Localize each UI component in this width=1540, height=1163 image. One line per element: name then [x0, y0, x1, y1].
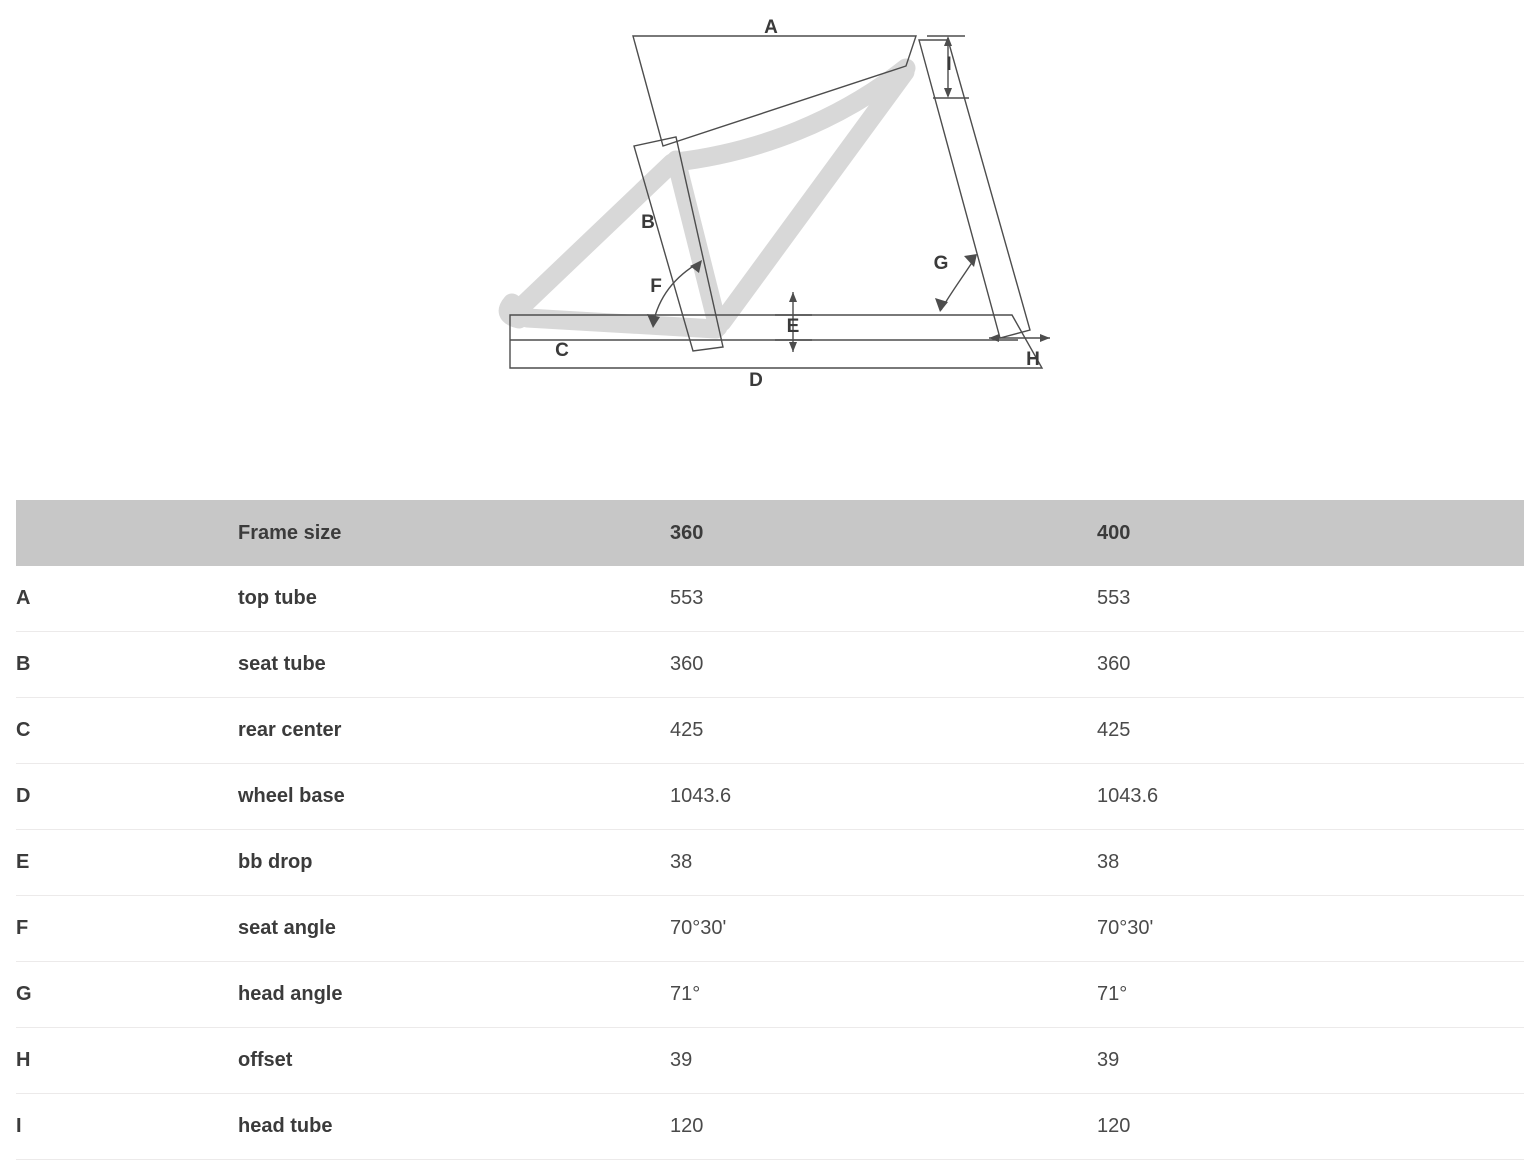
row-letter: F [16, 896, 226, 962]
row-value-360: 120 [670, 1094, 1097, 1160]
row-value-400: 38 [1097, 830, 1524, 896]
table-row [16, 566, 1524, 632]
row-letter: E [16, 830, 226, 896]
table-row [16, 764, 1524, 830]
geometry-table [16, 500, 1524, 1160]
frame-silhouette [508, 68, 906, 329]
row-letter: C [16, 698, 226, 764]
row-value-400: 553 [1097, 566, 1524, 632]
table-body [16, 566, 1524, 1160]
row-letter: D [16, 764, 226, 830]
diagram-label-i: I [946, 54, 952, 75]
diagram-label-a: A [764, 17, 778, 38]
row-value-400: 120 [1097, 1094, 1524, 1160]
row-value-360: 425 [670, 698, 1097, 764]
row-name: offset [226, 1028, 670, 1094]
row-letter: A [16, 566, 226, 632]
row-value-360: 38 [670, 830, 1097, 896]
row-name: seat tube [226, 632, 670, 698]
row-value-360: 71° [670, 962, 1097, 1028]
diagram-label-h: H [1026, 349, 1040, 370]
table-row [16, 830, 1524, 896]
row-value-400: 39 [1097, 1028, 1524, 1094]
table-row [16, 698, 1524, 764]
header-letter [16, 500, 226, 566]
table-row [16, 1094, 1524, 1160]
row-name: wheel base [226, 764, 670, 830]
table-row [16, 896, 1524, 962]
row-value-360: 39 [670, 1028, 1097, 1094]
row-value-360: 70°30' [670, 896, 1097, 962]
row-letter: H [16, 1028, 226, 1094]
header-size-400: 400 [1097, 500, 1524, 566]
table-row [16, 632, 1524, 698]
diagram-label-e: E [786, 316, 800, 337]
row-value-360: 1043.6 [670, 764, 1097, 830]
diagram-label-d: D [749, 370, 763, 391]
table-row [16, 962, 1524, 1028]
row-name: head tube [226, 1094, 670, 1160]
row-name: top tube [226, 566, 670, 632]
row-name: seat angle [226, 896, 670, 962]
header-frame-size: Frame size [226, 500, 670, 566]
row-letter: B [16, 632, 226, 698]
row-value-400: 1043.6 [1097, 764, 1524, 830]
row-value-360: 553 [670, 566, 1097, 632]
geometry-svg [0, 0, 1540, 470]
diagram-label-f: F [650, 276, 662, 297]
table-row [16, 1028, 1524, 1094]
row-name: bb drop [226, 830, 670, 896]
row-name: head angle [226, 962, 670, 1028]
row-value-360: 360 [670, 632, 1097, 698]
diagram-label-g: G [933, 253, 949, 274]
diagram-label-c: C [555, 340, 569, 361]
row-name: rear center [226, 698, 670, 764]
header-size-360: 360 [670, 500, 1097, 566]
frame-geometry-diagram [0, 0, 1540, 470]
row-value-400: 360 [1097, 632, 1524, 698]
table-header [16, 500, 1524, 566]
row-letter: G [16, 962, 226, 1028]
row-letter: I [16, 1094, 226, 1160]
row-value-400: 71° [1097, 962, 1524, 1028]
diagram-label-b: B [641, 212, 655, 233]
row-value-400: 70°30' [1097, 896, 1524, 962]
table-header-row [16, 500, 1524, 566]
row-value-400: 425 [1097, 698, 1524, 764]
